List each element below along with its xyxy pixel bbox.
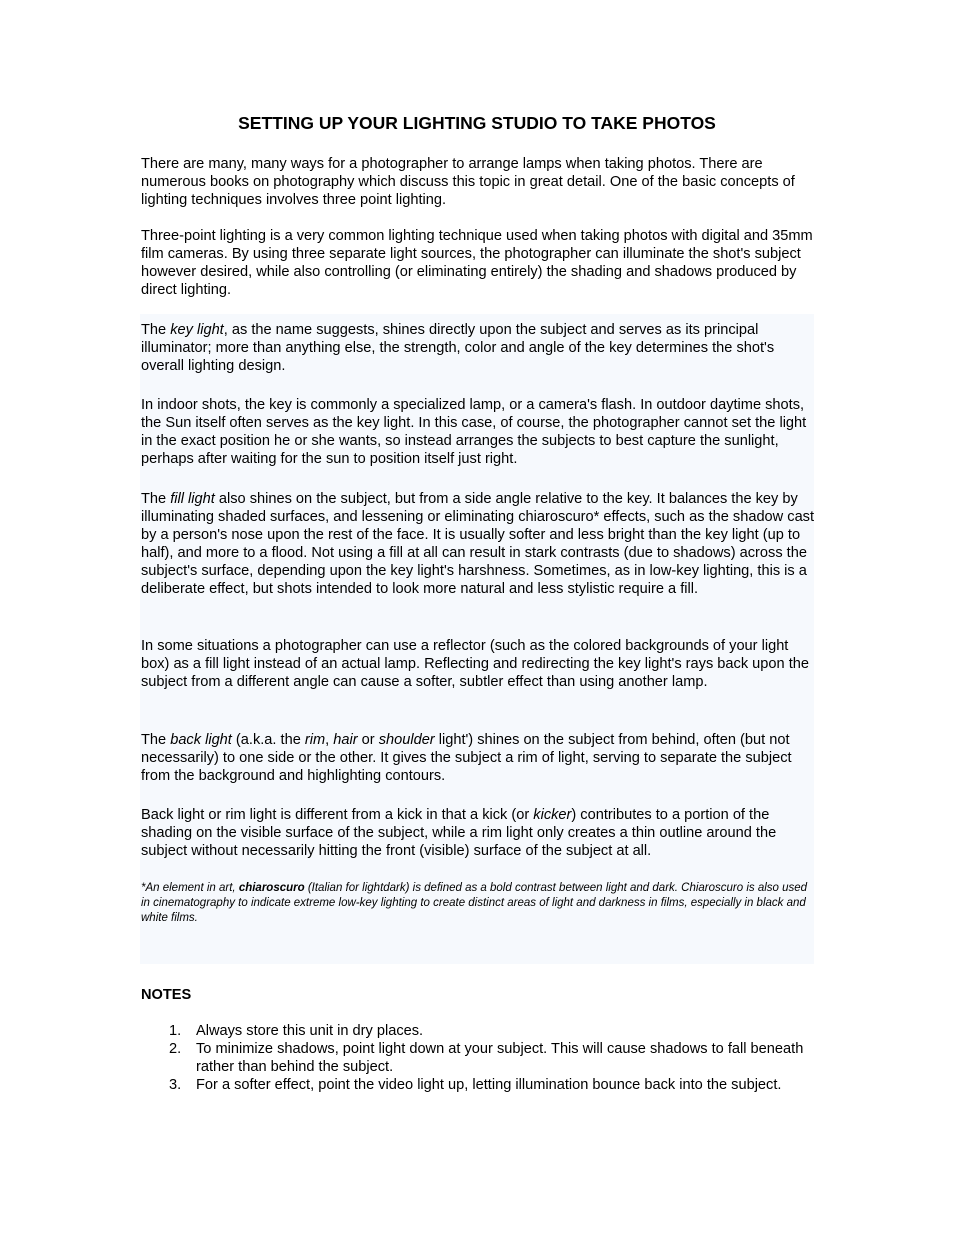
footnote-text: (Italian for lightdark) is defined as a bold contrast between light and dark. Chiaroscuro is also used in cinematography to indicate extreme low-key lighting to create distinct areas of light and darkness in films, especially in black and white films. — [141, 882, 808, 924]
key-light-paragraph — [141, 321, 815, 375]
list-item-text: To minimize shadows, point light down at your subject. This will cause shadows to fall beneath rather than behind the subject. — [196, 1041, 804, 1075]
notes-heading: NOTES — [141, 987, 192, 1003]
list-item — [141, 1040, 815, 1076]
list-item — [141, 1076, 815, 1094]
list-item-number: 3. — [169, 1077, 182, 1093]
back-light-term: back light — [170, 732, 232, 748]
footnote-lead: *An element in art, — [141, 882, 239, 894]
fill-light-text: also shines on the subject, but from a side angle relative to the key. It balances the key by illuminating shaded surfaces, and lessening or eliminating chiaroscuro* effects, such as the shadow cast by a person's nose upon the rest of the face. It is usually softer and less bright than the key light (up to half), and more to a flood. Not using a fill at all can result in stark contrasts (due to shadows) across the subject's surface, depending upon the key light's harshness. Sometimes, as in low-key lighting, this is a deliberate effect, but shots intended to look more natural and less stylistic require a fill. — [141, 491, 815, 597]
fill-light-paragraph — [141, 490, 815, 598]
reflector-paragraph: In some situations a photographer can use a reflector (such as the colored backgrounds of your light box) as a fill light instead of an actual lamp. Reflecting and redirecting the key light's rays back upon the subject from a different angle can cause a softer, subtler effect than using another lamp. — [141, 638, 809, 690]
fill-light-lead: The — [141, 491, 171, 507]
list-item-number: 1. — [169, 1023, 182, 1039]
chiaroscuro-term: chiaroscuro — [238, 882, 305, 894]
footnote — [141, 881, 813, 926]
three-point-paragraph: Three-point lighting is a very common lighting technique used when taking photos with digital and 35mm film cameras. By using three separate light sources, the photographer can illuminate the shot's subject however desired, while also controlling (or eliminating entirely) the shading and shadows produced by direct lighting. — [141, 228, 813, 298]
key-light-term: key light — [170, 322, 224, 338]
rim-term: rim — [304, 732, 326, 748]
back-light-text-1: (a.k.a. the — [231, 732, 305, 748]
shoulder-term: shoulder — [378, 732, 435, 748]
document-title: SETTING UP YOUR LIGHTING STUDIO TO TAKE PHOTOS — [238, 113, 716, 133]
rim-light-lead: Back light or rim light is different from a kick in that a kick (or — [141, 807, 534, 823]
back-light-text-4: light') shines on the subject from behind, often (but not necessarily) to one side or the other. It gives the subject a rim of light, serving to separate the subject from the background and highlighting contours. — [141, 732, 792, 784]
indoor-paragraph: In indoor shots, the key is commonly a specialized lamp, or a camera's flash. In outdoor daytime shots, the Sun itself often serves as the key light. In this case, of course, the photographer cannot set the light in the exact position he or she wants, so instead arranges the subjects to best capture the sunlight, perhaps after waiting for the sun to position itself just right. — [141, 397, 807, 467]
notes-list — [141, 1022, 815, 1094]
hair-term: hair — [333, 732, 358, 748]
fill-light-term: fill light — [170, 491, 215, 507]
rim-light-paragraph — [141, 806, 815, 860]
back-light-text-2: , — [325, 732, 334, 748]
rim-light-text: ) contributes to a portion of the shading on the visible surface of the subject, while a rim light only creates a thin outline around the subject without necessarily hitting the front (visible) surface of the subject at all. — [141, 807, 777, 859]
list-item-number: 2. — [169, 1041, 182, 1057]
list-item-text: Always store this unit in dry places. — [196, 1023, 424, 1039]
back-light-lead: The — [141, 732, 171, 748]
back-light-text-3: or — [357, 732, 379, 748]
list-item-text: For a softer effect, point the video light up, letting illumination bounce back into the subject. — [196, 1077, 782, 1093]
intro-paragraph: There are many, many ways for a photographer to arrange lamps when taking photos. There are numerous books on photography which discuss this topic in great detail. One of the basic concepts of lighting techniques involves three point lighting. — [141, 156, 795, 208]
list-item — [141, 1022, 815, 1040]
key-light-lead: The — [141, 322, 171, 338]
key-light-text: , as the name suggests, shines directly upon the subject and serves as its principal illuminator; more than anything else, the strength, color and angle of the key determines the shot's overall lighting design. — [141, 322, 775, 374]
kicker-term: kicker — [533, 807, 572, 823]
back-light-paragraph — [141, 731, 815, 785]
